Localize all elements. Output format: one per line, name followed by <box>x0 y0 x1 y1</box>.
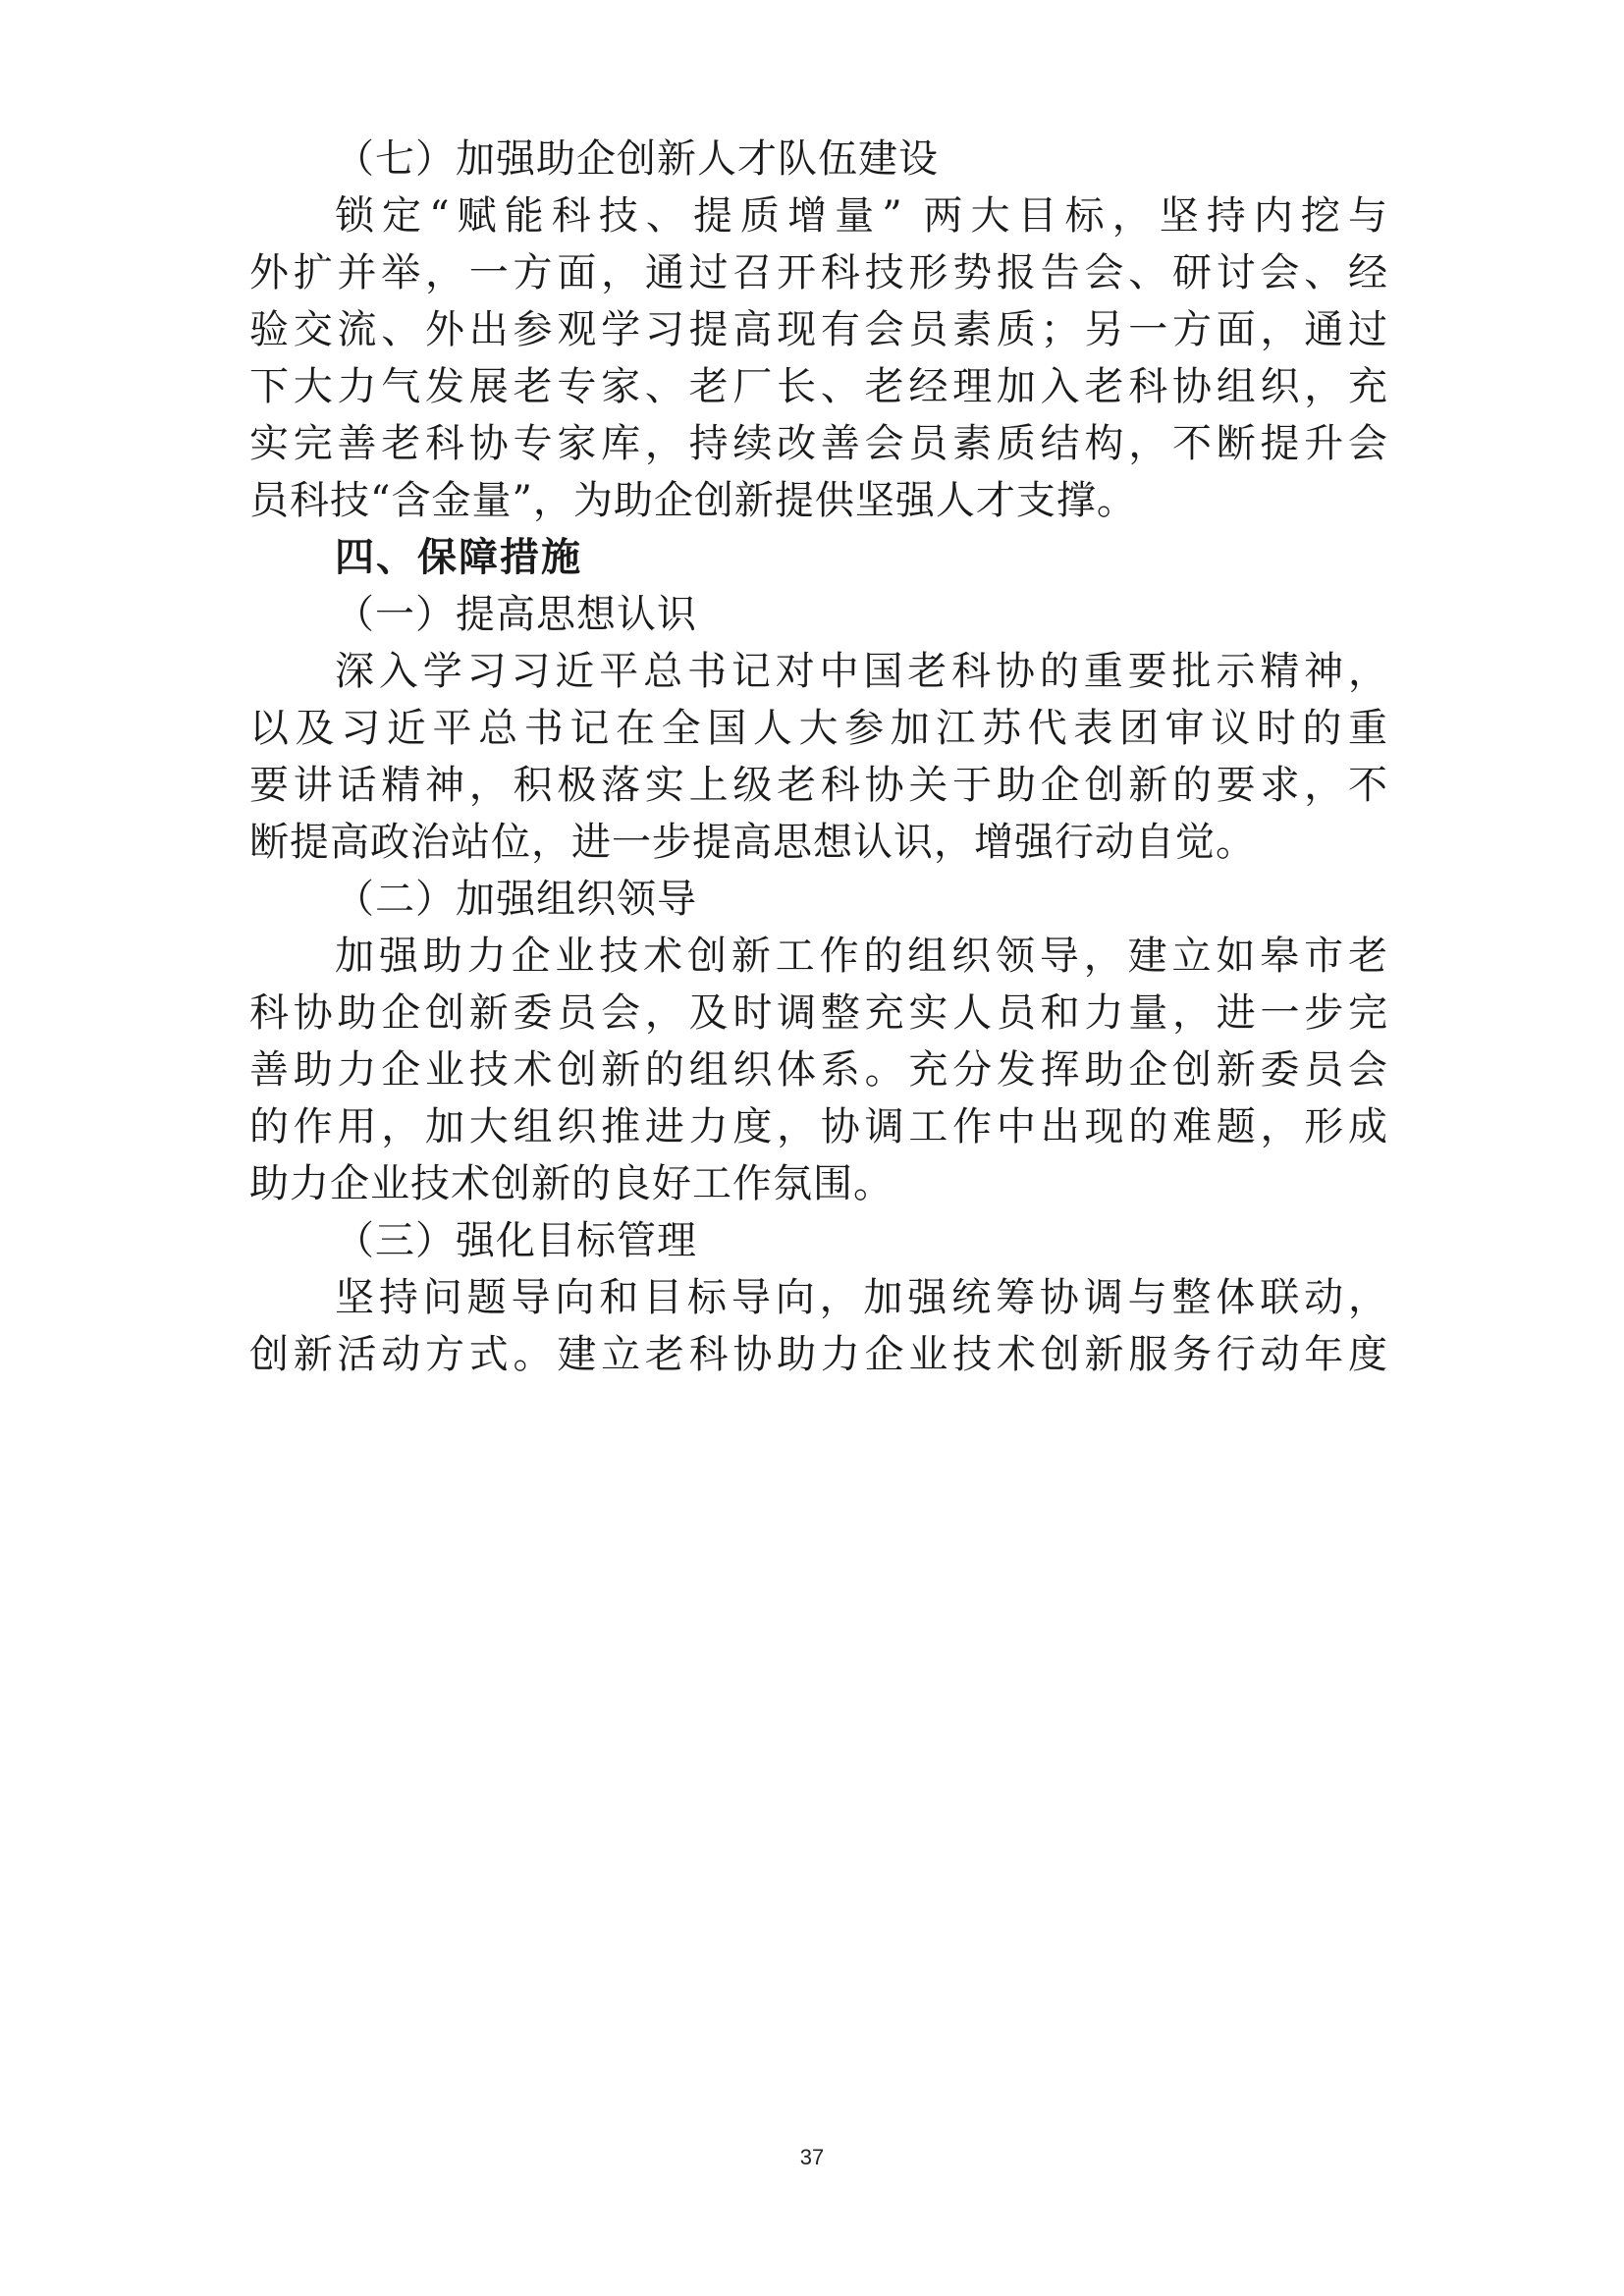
section-heading-4: 四、保障措施 <box>335 535 582 580</box>
paragraph-line: 要讲话精神，积极落实上级老科协关于助企创新的要求，不 <box>249 763 1388 808</box>
subsection-heading-3: （三）强化目标管理 <box>335 1218 697 1263</box>
paragraph-line: 坚持问题导向和目标导向，加强统筹协调与整体联动， <box>335 1275 1388 1320</box>
paragraph-line: 善助力企业技术创新的组织体系。充分发挥助企创新委员会 <box>249 1047 1388 1093</box>
paragraph-line: 验交流、外出参观学习提高现有会员素质；另一方面，通过 <box>249 307 1388 352</box>
paragraph-line: 实完善老科协专家库，持续改善会员素质结构，不断提升会 <box>249 421 1388 466</box>
subsection-heading-7: （七）加强助企创新人才队伍建设 <box>335 136 939 182</box>
paragraph-line: 的作用，加大组织推进力度，协调工作中出现的难题，形成 <box>249 1104 1388 1149</box>
subsection-heading-1: （一）提高思想认识 <box>335 592 697 637</box>
paragraph-line: 以及习近平总书记在全国人大参加江苏代表团审议时的重 <box>249 706 1388 751</box>
paragraph-line: 加强助力企业技术创新工作的组织领导，建立如皋市老 <box>335 934 1388 979</box>
page-number: 37 <box>799 2145 825 2169</box>
paragraph-line: 下大力气发展老专家、老厂长、老经理加入老科协组织，充 <box>249 364 1388 409</box>
subsection-heading-2: （二）加强组织领导 <box>335 877 697 922</box>
paragraph-line: 科协助企创新委员会，及时调整充实人员和力量，进一步完 <box>249 990 1388 1036</box>
paragraph-line: 深入学习习近平总书记对中国老科协的重要批示精神， <box>335 649 1388 694</box>
paragraph-line: 外扩并举，一方面，通过召开科技形势报告会、研讨会、经 <box>249 250 1388 295</box>
paragraph-line: 员科技“含金量”，为助企创新提供坚强人才支撑。 <box>249 478 1137 523</box>
paragraph-line: 锁定“赋能科技、提质增量” 两大目标，坚持内挖与 <box>335 193 1388 239</box>
paragraph-line: 创新活动方式。建立老科协助力企业技术创新服务行动年度 <box>249 1332 1388 1377</box>
paragraph-line: 助力企业技术创新的良好工作氛围。 <box>249 1161 893 1206</box>
paragraph-line: 断提高政治站位，进一步提高思想认识，增强行动自觉。 <box>249 820 1256 865</box>
